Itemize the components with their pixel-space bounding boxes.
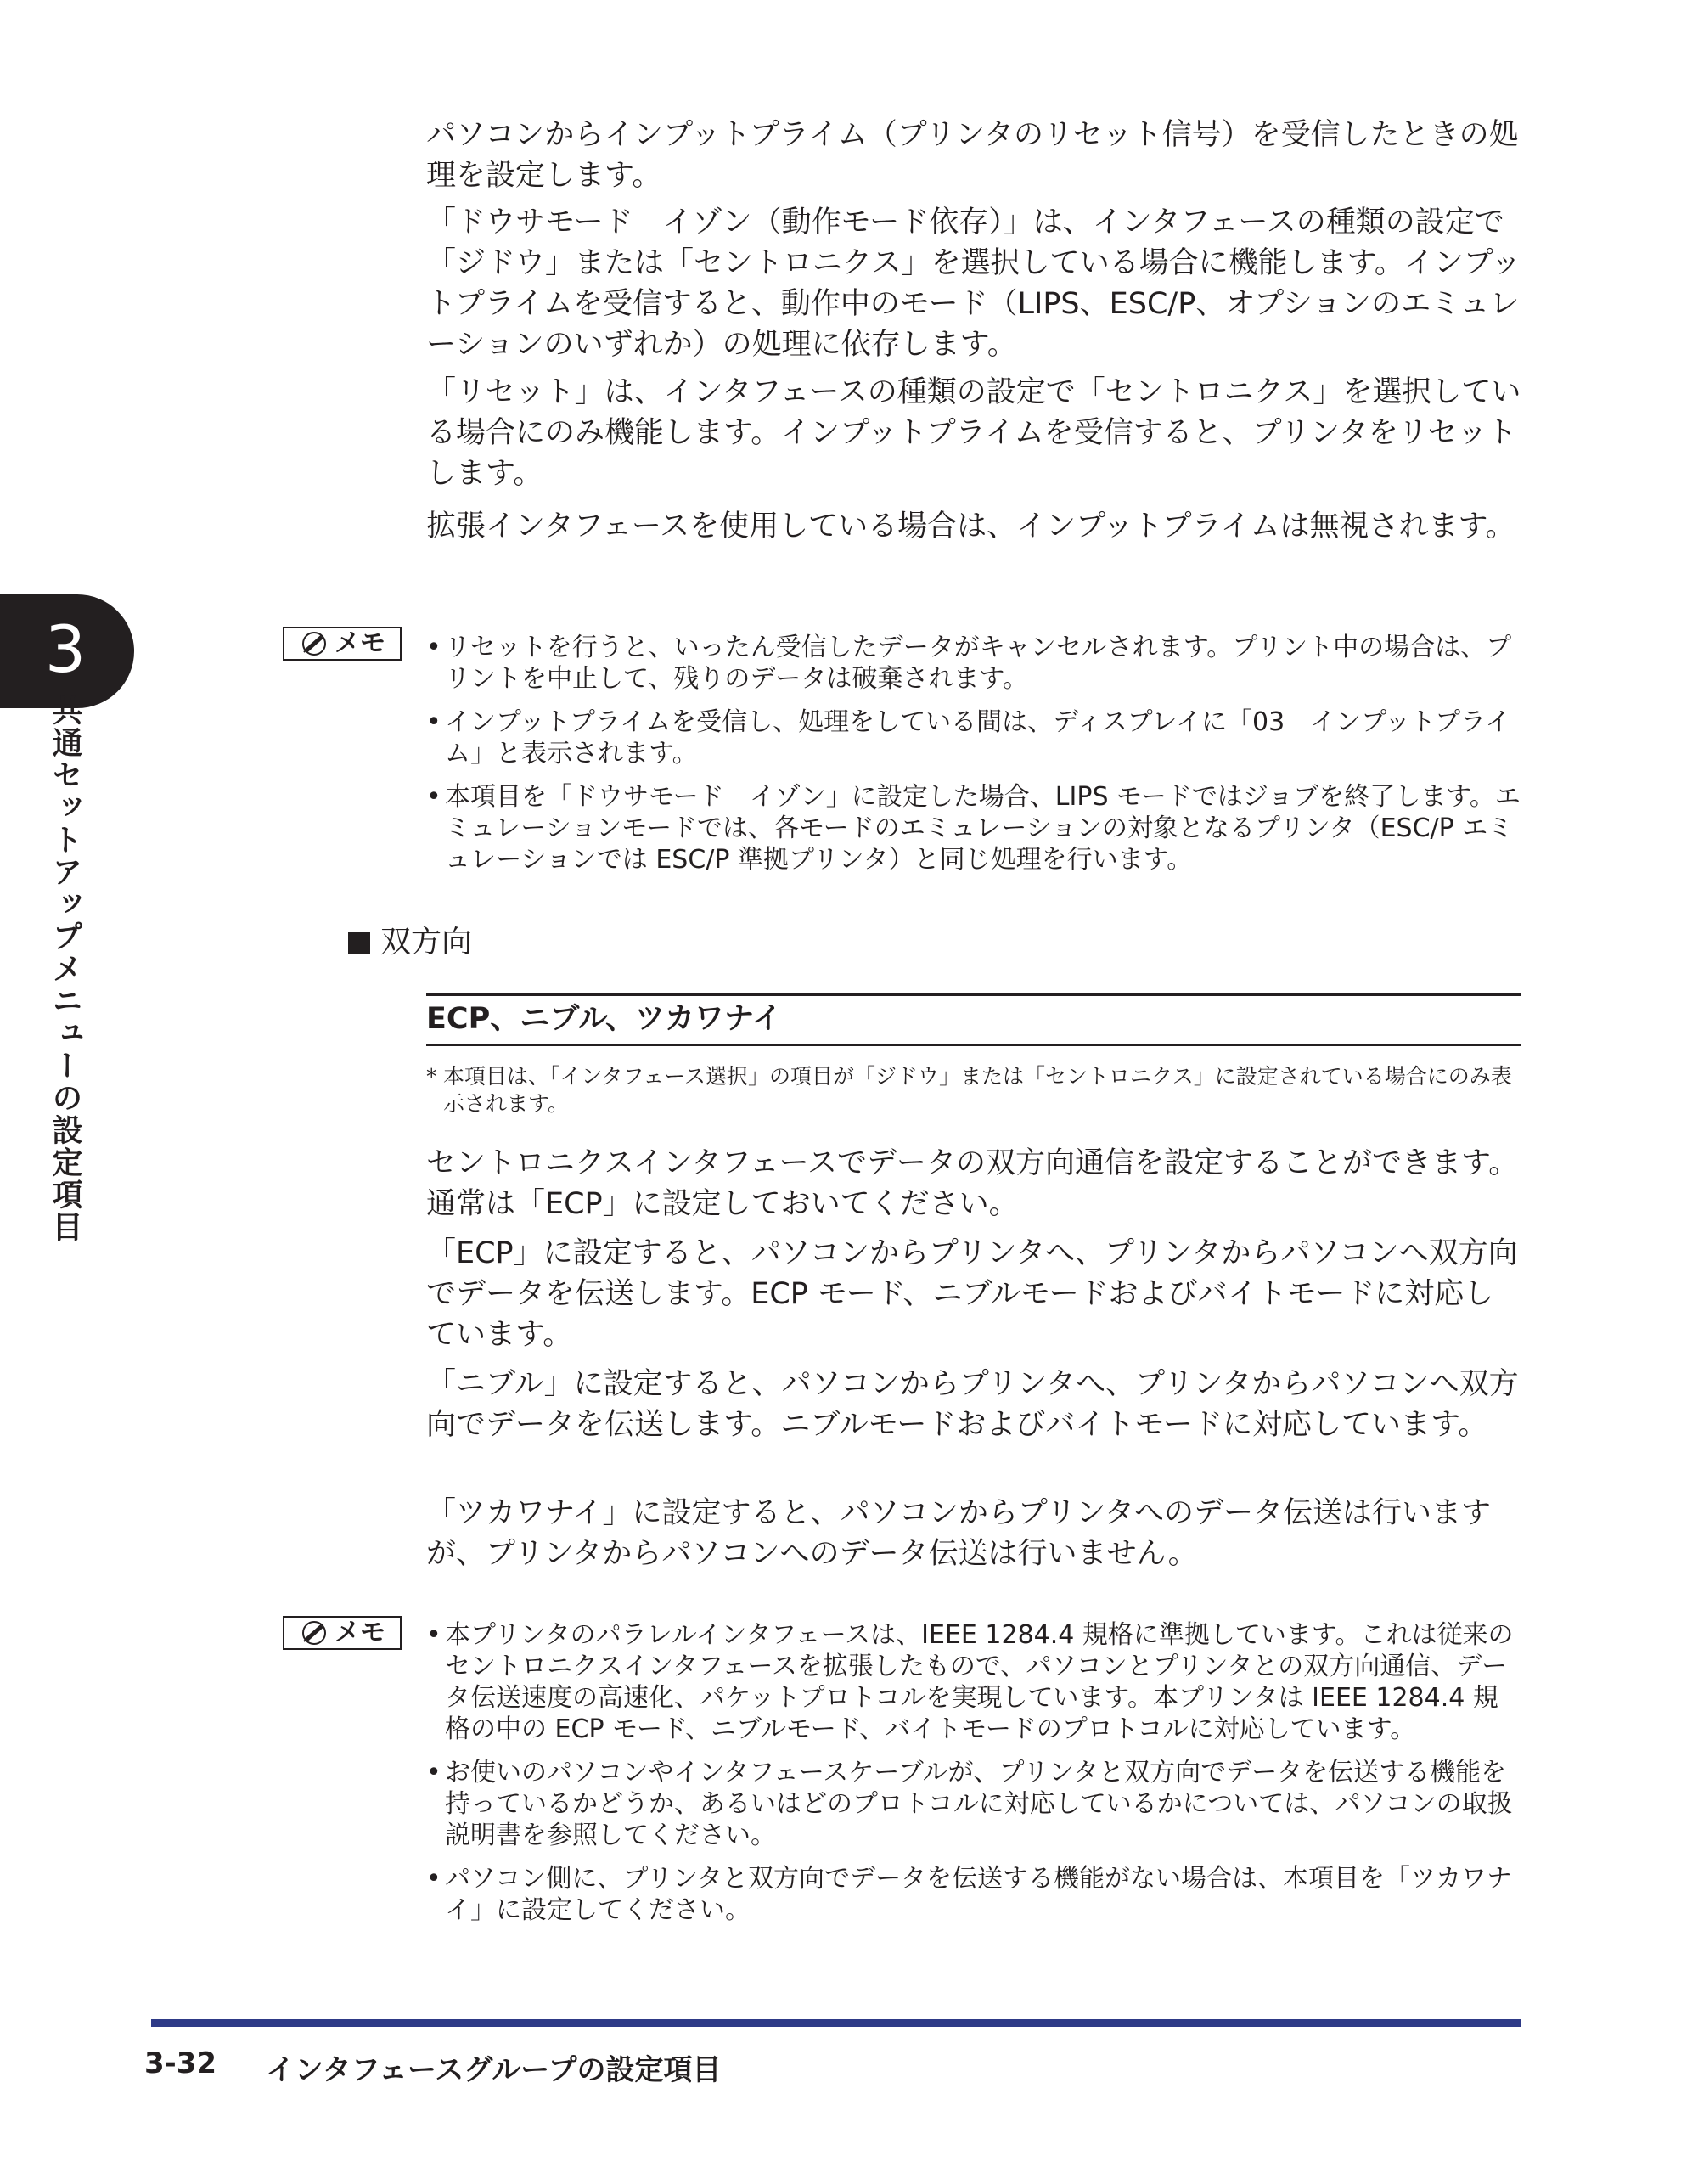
memo-list-1 [426, 632, 1521, 887]
body-paragraph-2: 「ECP」に設定すると、パソコンからプリンタへ、プリンタからパソコンへ双方向でデータを伝送します。ECP モード、ニブルモードおよびバイトモードに対応しています。 [426, 1236, 1518, 1352]
body-paragraph-1: セントロニクスインタフェースでデータの双方向通信を設定することができます。通常は「ECP」に設定しておいてください。 [426, 1146, 1519, 1221]
memo-item [426, 632, 1521, 695]
memo-item-text: パソコン側に、プリンタと双方向でデータを伝送する機能がない場合は、本項目を「ツカワナイ」に設定してください。 [445, 1864, 1512, 1925]
body-paragraph-3: 「ニブル」に設定すると、パソコンからプリンタへ、プリンタからパソコンへ双方向でデータを伝送します。ニブルモードおよびバイトモードに対応しています。 [426, 1367, 1519, 1442]
memo-label: メモ [335, 628, 385, 658]
memo-list-2 [426, 1619, 1521, 1938]
bullet: • [426, 782, 441, 812]
pencil-icon [299, 631, 329, 656]
footnote [426, 1063, 1521, 1117]
intro-paragraph-2: 「ドウサモード イゾン（動作モード依存）」は、インタフェースの種類の設定で「ジドウ」または「セントロニクス」を選択している場合に機能します。インプットプライムを受信すると、動作中のモード（LIPS、ESC/P、オプションのエミュレーションのいずれか）の処理に依存します。 [426, 205, 1521, 362]
memo-item [426, 1863, 1521, 1926]
memo-item [426, 781, 1521, 875]
memo-item-text: 本プリンタのパラレルインタフェースは、IEEE 1284.4 規格に準拠しています。これは従来のセントロニクスインタフェースを拡張したもので、パソコンとプリンタとの双方向通信、データ伝送速度の高速化、パケットプロトコルを実現しています。本プリンタは IEEE 1284.4 規格の中の ECP モード、ニブルモード、バイトモードのプロトコルに対応しています。 [445, 1620, 1514, 1744]
chapter-label: 共通セットアップメニューの設定項目 [48, 695, 82, 1243]
footer-title: インタフェースグループの設定項目 [266, 2053, 722, 2087]
intro-paragraph-4: 拡張インタフェースを使用している場合は、インプットプライムは無視されます。 [426, 509, 1515, 543]
memo-badge [283, 1616, 402, 1650]
memo-badge [283, 627, 402, 661]
memo-item [426, 1619, 1521, 1745]
section-heading-text: 双方向 [380, 925, 473, 960]
intro-paragraph-3: 「リセット」は、インタフェースの種類の設定で「セントロニクス」を選択している場合にのみ機能します。インプットプライムを受信すると、プリンタをリセットします。 [426, 375, 1521, 491]
memo-item-text: インプットプライムを受信し、処理をしている間は、ディスプレイに「03 インプットプライム」と表示されます。 [445, 707, 1511, 768]
memo-item [426, 1757, 1521, 1851]
body-paragraph-4: 「ツカワナイ」に設定すると、パソコンからプリンタへのデータ伝送は行いますが、プリンタからパソコンへのデータ伝送は行いません。 [426, 1496, 1492, 1571]
footer-rule [151, 2019, 1521, 2027]
pencil-icon [299, 1620, 329, 1646]
subsection-bottom-rule [426, 1044, 1521, 1046]
subsection-top-rule [426, 993, 1521, 996]
memo-item-text: 本項目を「ドウサモード イゾン」に設定した場合、LIPS モードではジョブを終了します。エミュレーションモードでは、各モードのエミュレーションの対象となるプリンタ（ESC/P エミュレーションでは ESC/P 準拠プリンタ）と同じ処理を行います。 [445, 782, 1521, 875]
bullet: • [426, 633, 441, 662]
footnote-text: 本項目は、「インタフェース選択」の項目が「ジドウ」または「セントロニクス」に設定されている場合にのみ表示されます。 [443, 1064, 1512, 1116]
memo-item-text: リセットを行うと、いったん受信したデータがキャンセルされます。プリント中の場合は、プリントを中止して、残りのデータは破棄されます。 [445, 633, 1512, 694]
square-bullet-icon [348, 932, 370, 954]
footnote-marker: * [426, 1064, 437, 1089]
intro-paragraph-1: パソコンからインプットプライム（プリンタのリセット信号）を受信したときの処理を設定します。 [426, 118, 1519, 193]
bullet: • [426, 1620, 441, 1650]
memo-label: メモ [335, 1618, 385, 1647]
memo-item [426, 706, 1521, 769]
bullet: • [426, 707, 441, 737]
memo-item-text: お使いのパソコンやインタフェースケーブルが、プリンタと双方向でデータを伝送する機能を持っているかどうか、あるいはどのプロトコルに対応しているかについては、パソコンの取扱説明書を参照してください。 [445, 1758, 1513, 1850]
section-heading [348, 921, 472, 964]
chapter-number: 3 [44, 611, 87, 687]
bullet: • [426, 1864, 441, 1894]
page-number: 3-32 [144, 2046, 217, 2080]
bullet: • [426, 1758, 441, 1787]
subsection-title: ECP、ニブル、ツカワナイ [426, 1002, 782, 1036]
